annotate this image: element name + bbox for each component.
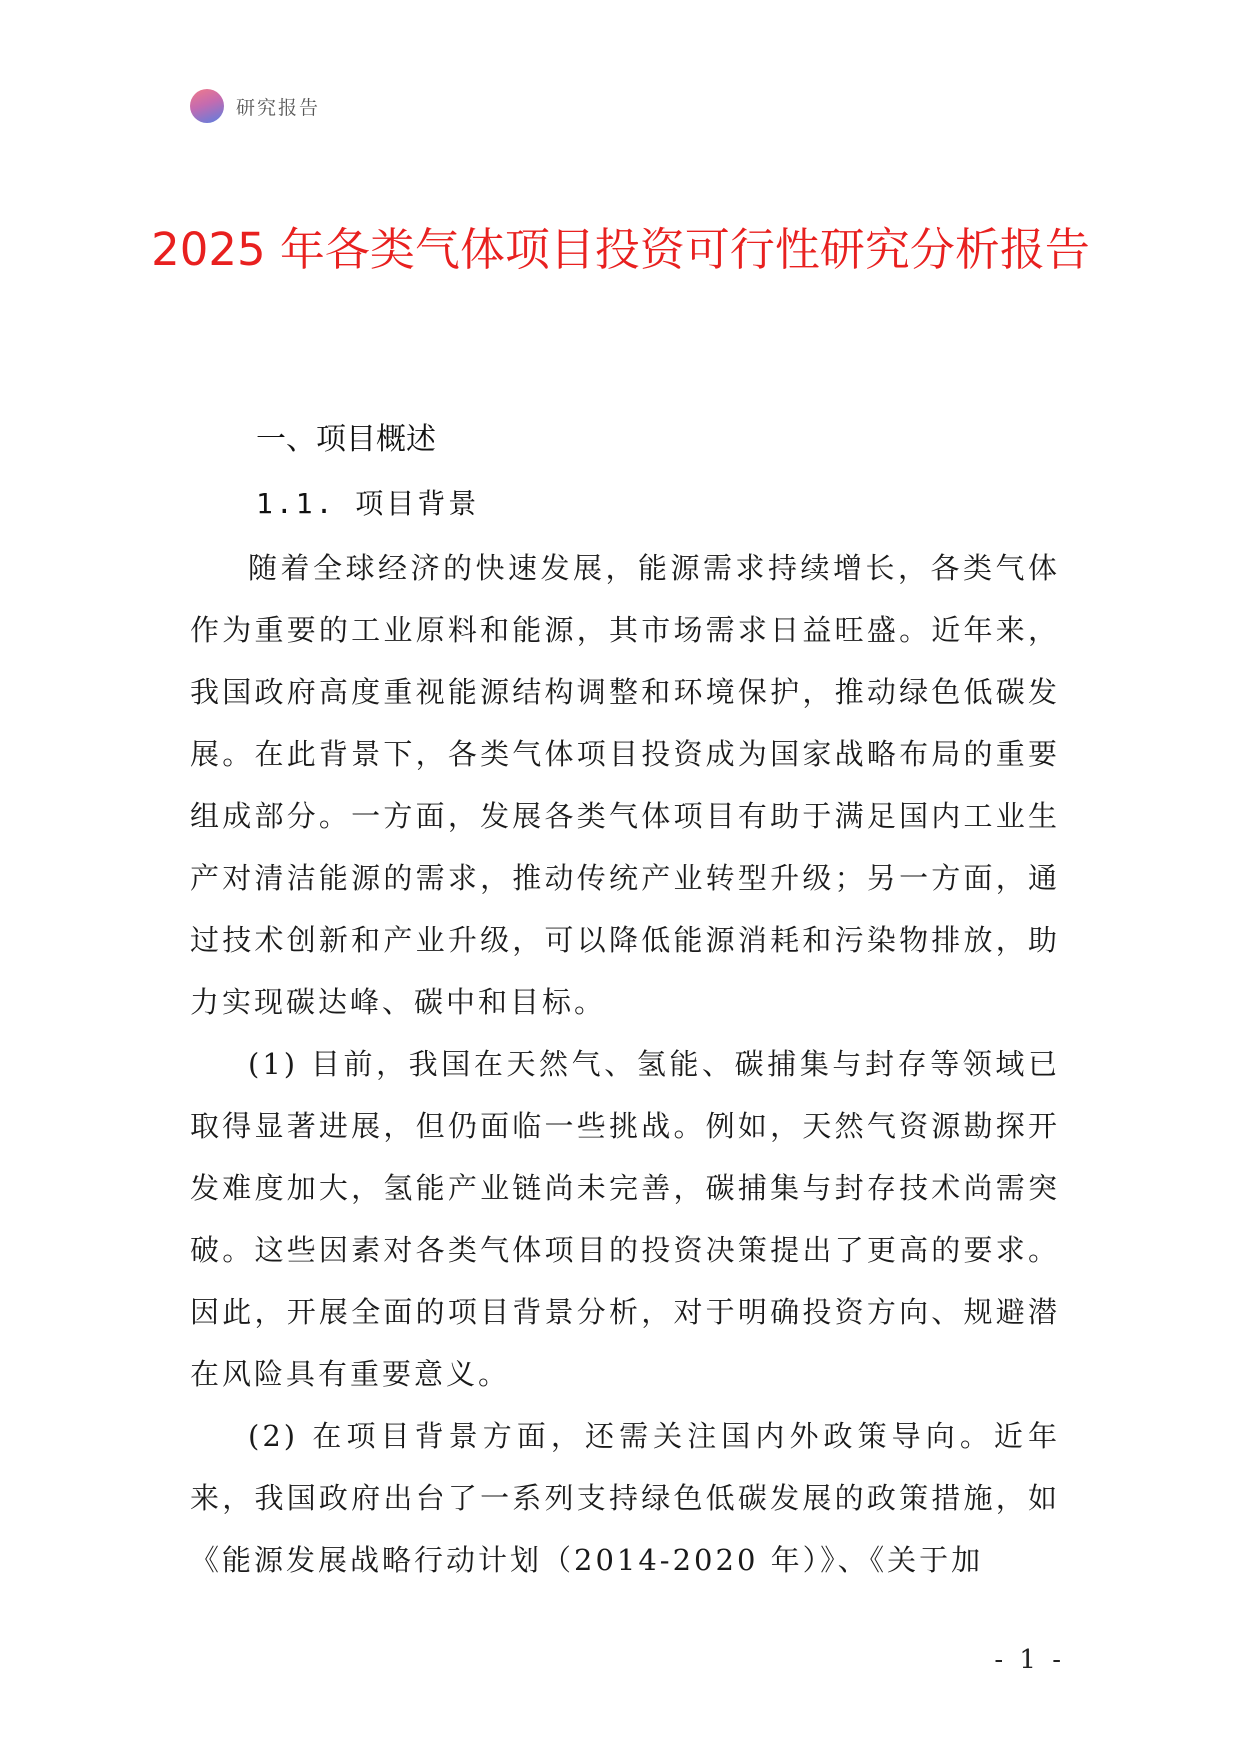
paragraph-1: 随着全球经济的快速发展，能源需求持续增长，各类气体作为重要的工业原料和能源，其市场需求日益旺盛。近年来，我国政府高度重视能源结构调整和环境保护，推动绿色低碳发展。在此背景下，各类气体项目投资成为国家战略布局的重要组成部分。一方面，发展各类气体项目有助于满足国内工业生产对清洁能源的需求，推动传统产业转型升级；另一方面，通过技术创新和产业升级，可以降低能源消耗和污染物排放，助力实现碳达峰、碳中和目标。 — [190, 551, 1060, 1019]
body-text — [190, 537, 1060, 1591]
paragraph-3: (2) 在项目背景方面，还需关注国内外政策导向。近年来，我国政府出台了一系列支持绿色低碳发展的政策措施，如《能源发展战略行动计划（2014-2020 年）》、《关于加 — [190, 1419, 1060, 1577]
document-title: 2025 年各类气体项目投资可行性研究分析报告 — [151, 223, 1090, 276]
logo-icon — [190, 89, 224, 123]
paragraph-2: (1) 目前，我国在天然气、氢能、碳捕集与封存等领域已取得显著进展，但仍面临一些挑战。例如，天然气资源勘探开发难度加大，氢能产业链尚未完善，碳捕集与封存技术尚需突破。这些因素对各类气体项目的投资决策提出了更高的要求。因此，开展全面的项目背景分析，对于明确投资方向、规避潜在风险具有重要意义。 — [190, 1047, 1060, 1391]
section-heading: 一、项目概述 — [256, 422, 436, 457]
page-header — [190, 88, 320, 124]
subsection-heading: 1.1. 项目背景 — [256, 487, 480, 520]
header-label: 研究报告 — [236, 96, 321, 119]
page-number: - 1 - — [994, 1645, 1065, 1675]
